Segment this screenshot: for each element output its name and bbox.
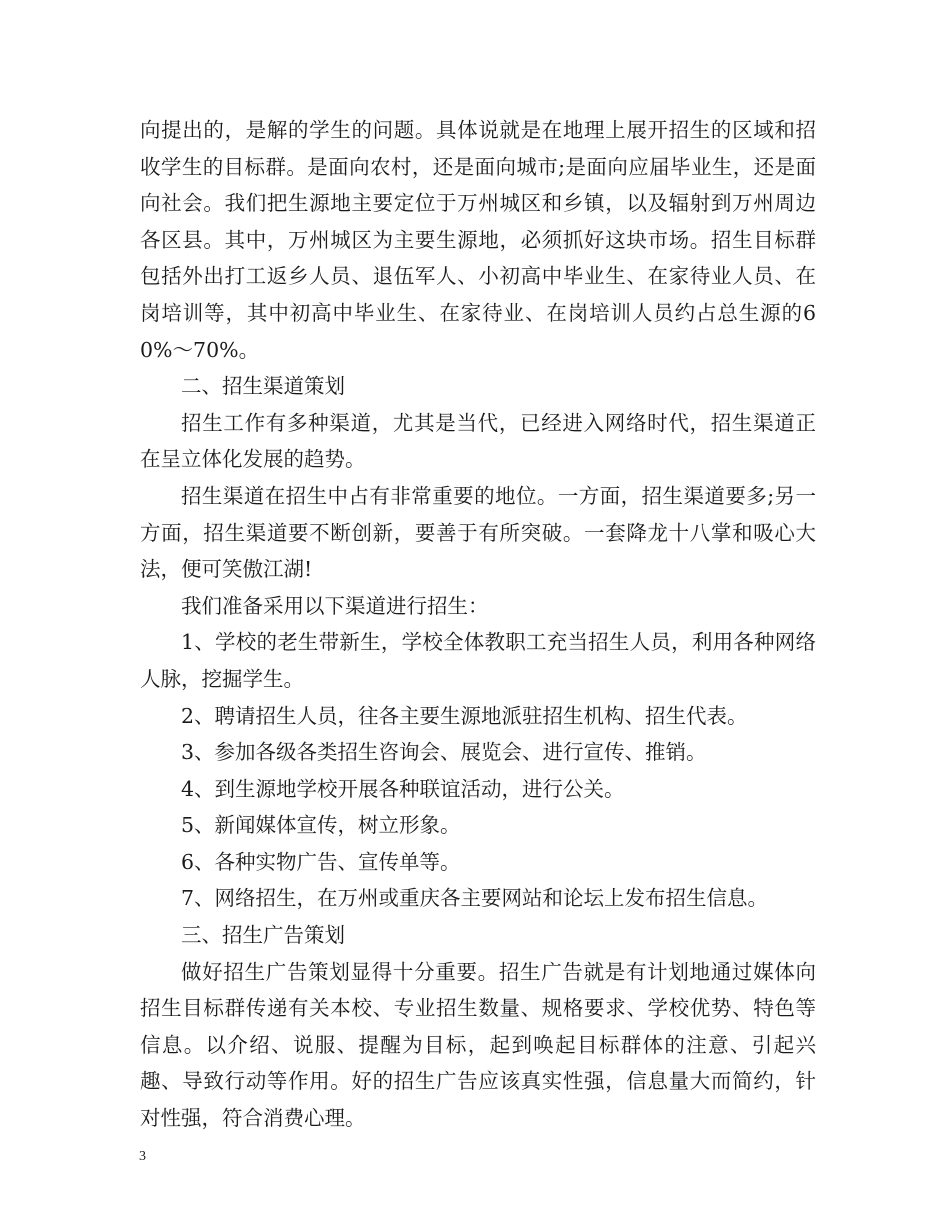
list-item-channel-2: 2、聘请招生人员，往各主要生源地派驻招生机构、招生代表。 — [181, 703, 748, 728]
list-item-channel-4: 4、到生源地学校开展各种联谊活动，进行公关。 — [181, 776, 625, 801]
paragraph-advertising: 做好招生广告策划显得十分重要。招生广告就是有计划地通过媒体向招生目标群传递有关本校、专业招生数量、规格要求、学校优势、特色等信息。以介绍、说服、提醒为目标，起到唤起目标群体的注意、引起兴趣、导致行动等作用。好的招生广告应该真实性强，信息量大而简约，针对性强，符合消费心理。 — [140, 959, 816, 1131]
list-item-channel-3: 3、参加各级各类招生咨询会、展览会、进行宣传、推销。 — [181, 740, 707, 765]
paragraph-channels-lead: 我们准备采用以下渠道进行招生： — [181, 593, 489, 618]
list-item-channel-6: 6、各种实物广告、宣传单等。 — [181, 849, 461, 874]
list-item-channel-1: 1、学校的老生带新生，学校全体教职工充当招生人员，利用各种网络人脉，挖掘学生。 — [140, 630, 816, 691]
list-item-channel-5: 5、新闻媒体宣传，树立形象。 — [181, 813, 461, 838]
paragraph-channels-importance: 招生渠道在招生中占有非常重要的地位。一方面，招生渠道要多;另一方面，招生渠道要不断创新，要善于有所突破。一套降龙十八掌和吸心大法，便可笑傲江湖! — [140, 483, 816, 582]
page-number: 3 — [139, 1149, 146, 1164]
document-body — [140, 112, 816, 1137]
heading-recruitment-channels: 二、招生渠道策划 — [181, 374, 345, 399]
paragraph-target-group: 向提出的，是解的学生的问题。具体说就是在地理上展开招生的区域和招收学生的目标群。是面向农村，还是面向城市;是面向应届毕业生，还是面向社会。我们把生源地主要定位于万州城区和乡镇，以及辐射到万州周边各区县。其中，万州城区为主要生源地，必须抓好这块市场。招生目标群包括外出打工返乡人员、退伍军人、小初高中毕业生、在家待业人员、在岗培训等，其中初高中毕业生、在家待业、在岗培训人员约占总生源的60%～70%。 — [140, 118, 816, 362]
list-item-channel-7: 7、网络招生，在万州或重庆各主要网站和论坛上发布招生信息。 — [181, 886, 769, 911]
paragraph-channels-intro: 招生工作有多种渠道，尤其是当代，已经进入网络时代，招生渠道正在呈立体化发展的趋势。 — [140, 410, 816, 472]
heading-advertising-planning: 三、招生广告策划 — [181, 923, 345, 948]
